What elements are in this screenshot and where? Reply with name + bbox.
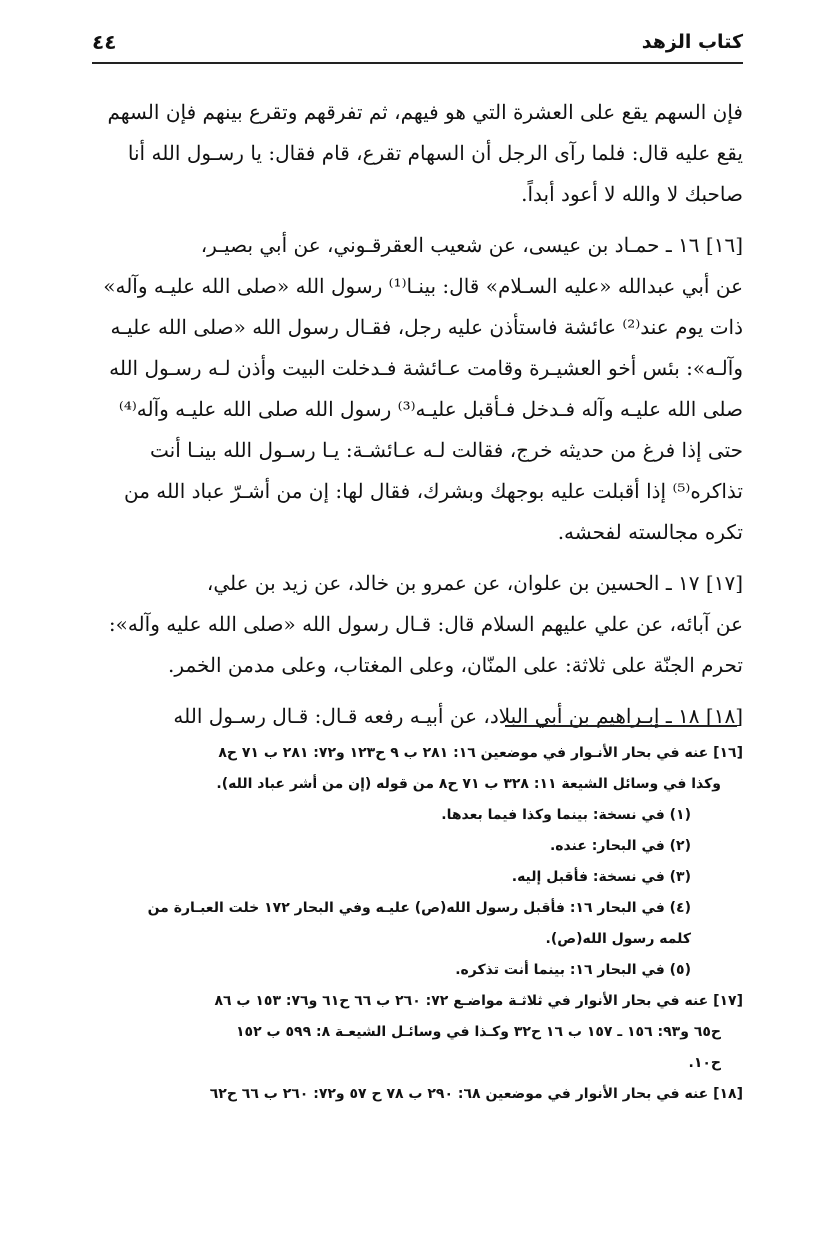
footnote-line: وكذا في وسائل الشيعة ١١: ٣٢٨ ب ٧١ ح٨ من قوله (إن من أشر عباد الله).: [216, 776, 721, 792]
text-line: [١٧] ١٧ ـ الحسين بن علوان، عن عمرو بن خالد، عن زيد بن علي،: [206, 571, 743, 595]
paragraph: [92, 92, 743, 215]
text-line: ذات يوم عند⁽²⁾ عائشة فاستأذن عليه رجل، فقـال رسول الله «صلى الله عليـه: [110, 315, 743, 339]
main-text: [92, 92, 743, 747]
page-number: ٤٤: [92, 30, 117, 54]
footnote-separator: [505, 725, 737, 727]
paragraph: [92, 563, 743, 686]
text-line: عن أبي عبدالله «عليه السـلام» قال: بينـا⁽¹⁾ رسول الله «صلى الله عليـه وآله»: [103, 274, 743, 298]
text-line: صلى الله عليـه وآله فـدخل فـأقبل عليـه⁽³⁾ رسول الله صلى الله عليـه وآله⁽⁴⁾: [118, 397, 743, 421]
footnote-line: ح٦٥ و٩٣: ١٥٦ ـ ١٥٧ ب ١٦ ح٣٢ وكـذا في وسائـل الشيعـة ٨: ٥٩٩ ب ١٥٢: [236, 1024, 721, 1040]
text-line: فإن السهم يقع على العشرة التي هو فيهم، ثم تفرقهم وتقرع بينهم فإن السهم: [107, 100, 743, 124]
footnote-line: كلمه رسول الله(ص).: [545, 931, 691, 947]
footnote-line: (٣) في نسخة: فأقبل إليه.: [511, 869, 691, 885]
footnote-line: (٥) في البحار ١٦: بينما أنت تذكره.: [455, 962, 691, 978]
footnote-line: [١٨] عنه في بحار الأنوار في موضعين ٦٨: ٢٩٠ ب ٧٨ ح ٥٧ و٧٢: ٢٦٠ ب ٦٦ ح٦٢: [209, 1086, 743, 1102]
page-header: [92, 22, 743, 64]
text-line: [١٨] ١٨ ـ إبـراهيم بن أبي البلاد، عن أبيـه رفعه قـال: قـال رسـول الله: [173, 704, 743, 728]
paragraph: [92, 696, 743, 737]
running-title: كتاب الزهد: [641, 31, 743, 53]
text-line: تكره مجالسته لفحشه.: [557, 520, 743, 544]
text-line: يقع عليه قال: فلما رآى الرجل أن السهام تقرع، قام فقال: يا رسـول الله أنا: [127, 141, 743, 165]
text-line: تحرم الجنّة على ثلاثة: على المنّان، وعلى المغتاب، وعلى مدمن الخمر.: [168, 653, 743, 677]
text-line: [١٦] ١٦ ـ حمـاد بن عيسى، عن شعيب العقرقـوني، عن أبي بصيـر،: [200, 233, 743, 257]
text-line: وآلـه»: بئس أخو العشيـرة وقامت عـائشة فـدخلت البيت وأذن لـه رسـول الله: [109, 356, 743, 380]
footnote-line: (٤) في البحار ١٦: فأقبل رسول الله(ص) عليـه وفي البحار ١٧٢ خلت العبـارة من: [147, 900, 691, 916]
footnote-line: ح١٠.: [688, 1055, 721, 1071]
text-line: تذاكره⁽⁵⁾ إذا أقبلت عليه بوجهك وبشرك، فقال لها: إن من أشـرّ عباد الله من: [123, 479, 743, 503]
footnote-line: (١) في نسخة: بينما وكذا فيما بعدها.: [441, 807, 691, 823]
footnotes: [92, 738, 743, 1110]
text-line: صاحبك لا والله لا أعود أبداً.: [521, 182, 743, 206]
footnote-line: [١٧] عنه في بحار الأنوار في ثلاثـة مواضـع ٧٢: ٢٦٠ ب ٦٦ ح٦١ و٧٦: ١٥٣ ب ٨٦: [214, 993, 743, 1009]
paragraph: [92, 225, 743, 553]
footnote-line: [١٦] عنه في بحار الأنـوار في موضعين ١٦: ٢٨١ ب ٩ ح١٢٣ و٧٢: ٢٨١ ب ٧١ ح٨: [218, 745, 743, 761]
footnote-line: (٢) في البحار: عنده.: [549, 838, 691, 854]
text-line: عن آبائه، عن علي عليهم السلام قال: قـال رسول الله «صلى الله عليه وآله»:: [108, 612, 743, 636]
text-line: حتى إذا فرغ من حديثه خرج، فقالت لـه عـائشـة: يـا رسـول الله بينـا أنت: [150, 438, 743, 462]
